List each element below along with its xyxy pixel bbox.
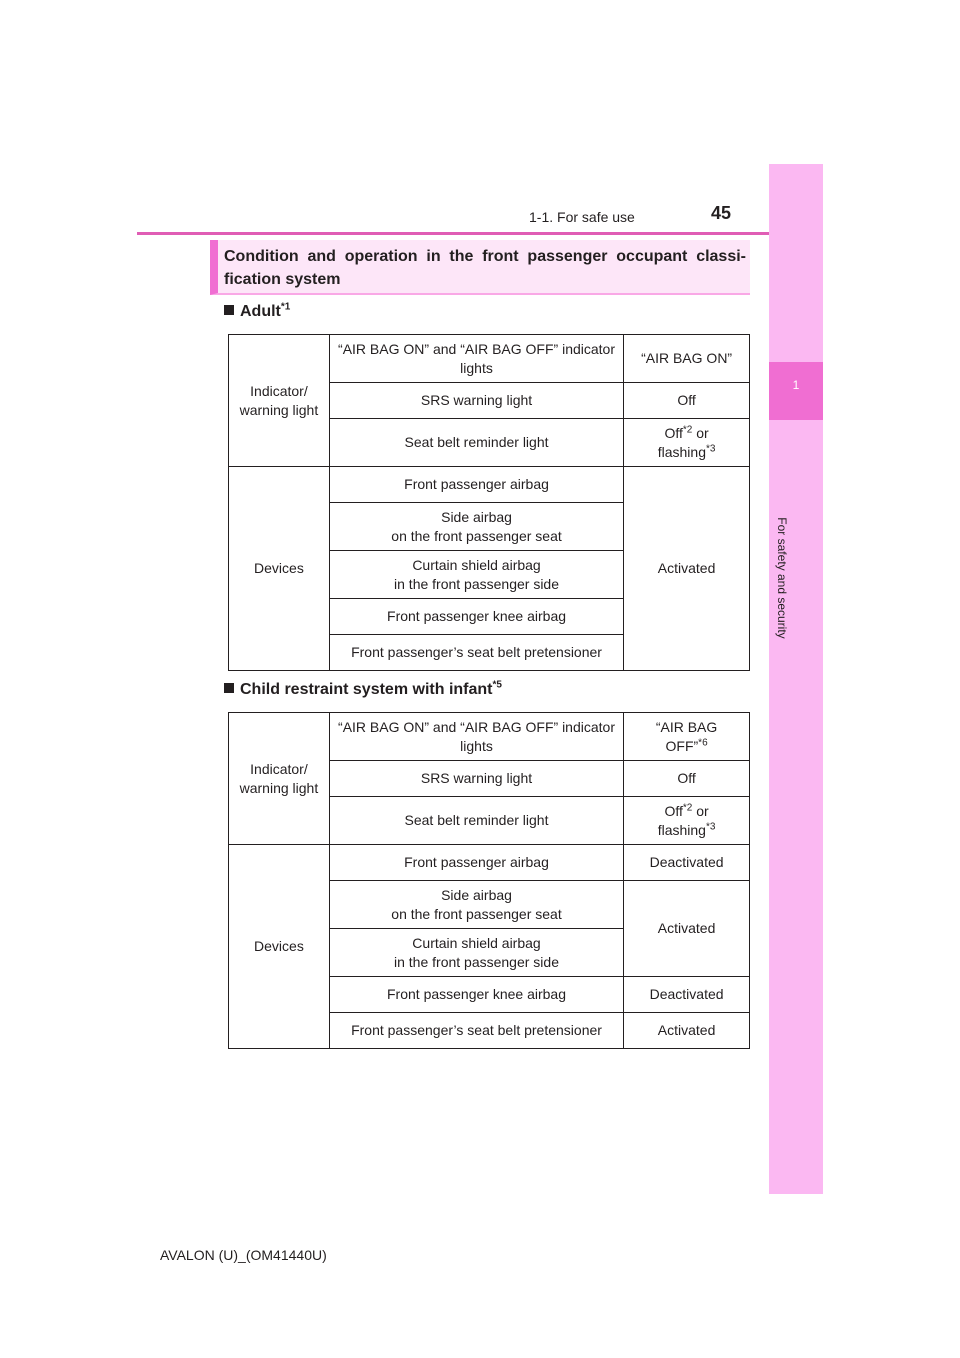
seatbelt-value bbox=[624, 419, 750, 467]
pretensioner-value: Activated bbox=[624, 1013, 750, 1049]
header-rule bbox=[137, 232, 823, 235]
child-heading bbox=[224, 681, 502, 699]
value-text: or bbox=[692, 802, 709, 819]
value-text: flashing bbox=[657, 443, 706, 460]
value-text: or bbox=[692, 424, 709, 441]
label-line: in the front passenger side bbox=[394, 575, 560, 592]
footnote-ref: *6 bbox=[698, 736, 708, 748]
srs-label: SRS warning light bbox=[329, 383, 623, 419]
value-text: Off bbox=[664, 424, 683, 441]
srs-label: SRS warning light bbox=[329, 761, 623, 797]
table-row bbox=[229, 335, 750, 383]
table-row bbox=[229, 845, 750, 881]
knee-airbag-label: Front passenger knee airbag bbox=[329, 977, 623, 1013]
child-heading-text: Child restraint system with infant bbox=[240, 681, 493, 698]
seatbelt-label: Seat belt reminder light bbox=[329, 797, 623, 845]
seatbelt-label: Seat belt reminder light bbox=[329, 419, 623, 467]
chapter-label: For safety and security bbox=[775, 517, 789, 639]
pretensioner-label: Front passenger’s seat belt pretensioner bbox=[329, 1013, 623, 1049]
footnote-ref: *1 bbox=[280, 301, 291, 313]
adult-heading bbox=[224, 303, 290, 321]
devices-value: Activated bbox=[624, 467, 750, 671]
footnote-ref: *2 bbox=[682, 801, 693, 813]
knee-airbag-value: Deactivated bbox=[624, 977, 750, 1013]
label-line: Side airbag bbox=[441, 508, 512, 525]
table-row bbox=[229, 713, 750, 761]
airbag-indicator-label: “AIR BAG ON” and “AIR BAG OFF” indicator lights bbox=[329, 335, 623, 383]
label-line: on the front passenger seat bbox=[391, 905, 562, 922]
label-line: in the front passenger side bbox=[394, 953, 559, 970]
front-airbag-label: Front passenger airbag bbox=[329, 845, 623, 881]
airbag-indicator-value bbox=[624, 713, 750, 761]
square-bullet-icon bbox=[224, 683, 234, 693]
devices-group-cell: Devices bbox=[229, 845, 330, 1049]
chapter-number: 1 bbox=[792, 378, 800, 392]
srs-value: Off bbox=[624, 761, 750, 797]
footnote-ref: *5 bbox=[492, 679, 502, 691]
indicator-group-cell: Indicator/ warning light bbox=[229, 713, 330, 845]
label-line: on the front passenger seat bbox=[391, 527, 562, 544]
knee-airbag-label: Front passenger knee airbag bbox=[329, 599, 623, 635]
airbag-indicator-value: “AIR BAG ON” bbox=[624, 335, 750, 383]
section-title: Condition and operation in the front passenger occupant classi-fication system bbox=[224, 248, 746, 288]
curtain-airbag-label bbox=[329, 551, 623, 599]
chapter-label-wrapper bbox=[774, 474, 790, 682]
adult-heading-text: Adult bbox=[240, 303, 281, 320]
side-curtain-value: Activated bbox=[624, 881, 750, 977]
page-number: 45 bbox=[711, 203, 732, 223]
curtain-airbag-label bbox=[329, 929, 623, 977]
indicator-group-cell: Indicator/ warning light bbox=[229, 335, 330, 467]
devices-group-cell: Devices bbox=[229, 467, 330, 671]
airbag-indicator-label: “AIR BAG ON” and “AIR BAG OFF” indicator lights bbox=[329, 713, 623, 761]
side-airbag-label bbox=[329, 881, 623, 929]
pretensioner-label: Front passenger’s seat belt pretensioner bbox=[329, 635, 623, 671]
side-airbag-label bbox=[329, 503, 623, 551]
value-text: OFF” bbox=[665, 737, 699, 754]
adult-table bbox=[228, 334, 750, 671]
child-table bbox=[228, 712, 750, 1049]
table-row bbox=[229, 467, 750, 503]
square-bullet-icon bbox=[224, 305, 234, 315]
section-label: 1-1. For safe use bbox=[529, 209, 635, 225]
front-airbag-label: Front passenger airbag bbox=[329, 467, 623, 503]
footnote-ref: *3 bbox=[705, 442, 716, 454]
label-line: Curtain shield airbag bbox=[412, 934, 541, 951]
footer-model: AVALON (U)_(OM41440U) bbox=[160, 1247, 327, 1263]
footnote-ref: *3 bbox=[705, 820, 716, 832]
footnote-ref: *2 bbox=[682, 423, 693, 435]
value-text: flashing bbox=[657, 821, 706, 838]
value-text: “AIR BAG bbox=[655, 718, 718, 735]
front-airbag-value: Deactivated bbox=[624, 845, 750, 881]
seatbelt-value bbox=[624, 797, 750, 845]
srs-value: Off bbox=[624, 383, 750, 419]
value-text: Off bbox=[664, 802, 683, 819]
label-line: Side airbag bbox=[441, 886, 512, 903]
label-line: Curtain shield airbag bbox=[412, 556, 541, 573]
